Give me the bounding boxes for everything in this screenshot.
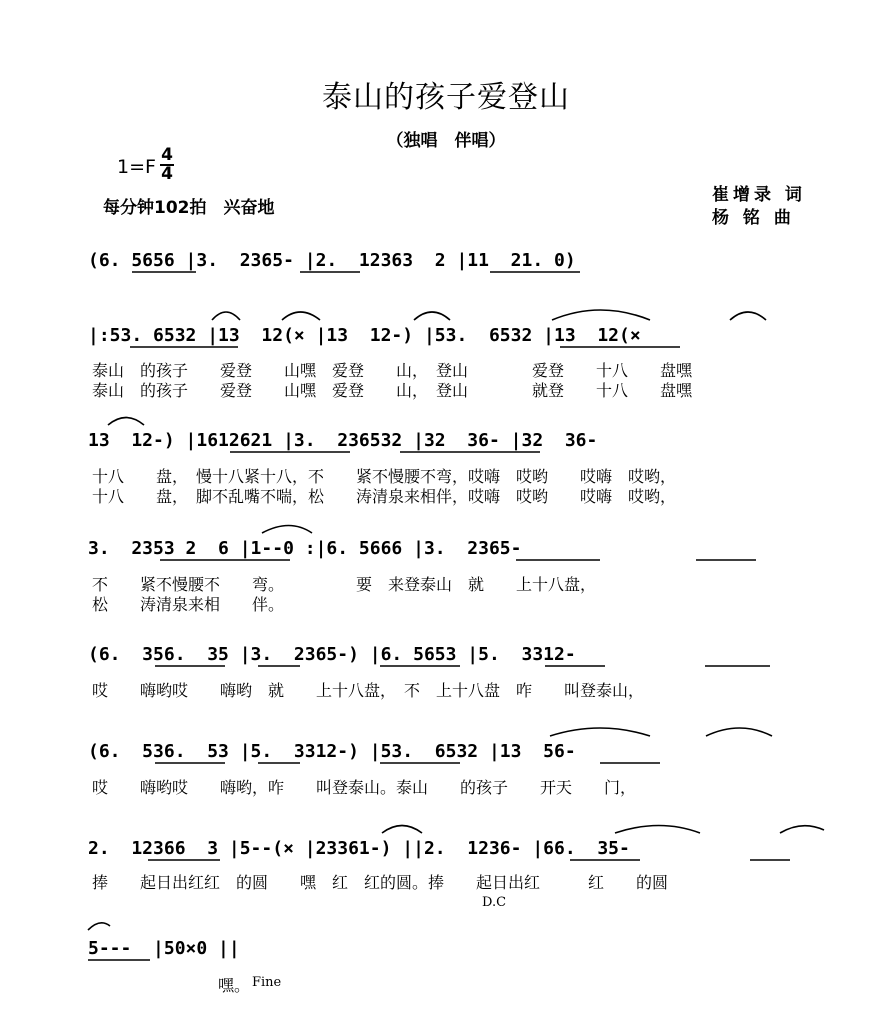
notation-line: (6. 356. 35 |3. 2365-) |6. 5653 |5. 3312- [88,644,576,665]
lyric-verse-1: 十八 盘， 慢十八紧十八，不 紧不慢腰不弯，哎嗨 哎哟 哎嗨 哎哟， [92,467,677,486]
slur [552,310,650,320]
lyric-verse-1: 哎 嗨哟哎 嗨哟，咋 叫登泰山。泰山 的孩子 开天 门， [92,778,637,797]
slur [615,826,700,834]
notation-line: 5--- |50×0 || [88,938,240,959]
slur [414,312,450,320]
slur [108,418,144,426]
slur [212,312,240,320]
lyric-verse-2: 十八 盘， 脚不乱嘴不喘，松 涛清泉来相伴，哎嗨 哎哟 哎嗨 哎哟， [92,487,677,506]
lyric-verse-1: 不 紧不慢腰不 弯。 要 来登泰山 就 上十八盘， [92,575,597,594]
notation-line: (6. 536. 53 |5. 3312-) |53. 6532 |13 56- [88,741,576,762]
page-title: 泰山的孩子爱登山 [322,80,570,115]
lyric-verse-1: 哎 嗨哟哎 嗨哟 就 上十八盘， 不 上十八盘 咋 叫登泰山， [92,681,645,700]
lyricist-credit: 崔增录 词 [712,185,806,205]
time-signature-top: 4 [161,145,173,165]
notation-line: |:53. 6532 |13 12(× |13 12-) |53. 6532 |13 12(× [88,325,641,346]
slur [550,728,650,736]
lyric-verse-1: 捧 起日出红红 的圆 嘿 红 红的圆。捧 起日出红 红 的圆 [92,873,669,892]
lyric-verse-2: 松 涛清泉来相 伴。 [92,595,285,614]
lyric-verse-1: 泰山 的孩子 爱登 山嘿 爱登 山， 登山 爱登 十八 盘嘿 [92,361,693,380]
composer-credit: 杨 铭 曲 [712,208,795,228]
slur [730,312,766,320]
tempo-marking: 每分钟102拍 兴奋地 [103,198,275,218]
fine-mark: Fine [252,975,282,990]
performance-type: （独唱 伴唱） [386,131,506,151]
slur [262,526,312,534]
dc-mark: D.C [482,895,507,910]
notation-line: (6. 5656 |3. 2365- |2. 12363 2 |11 21. 0) [88,250,576,271]
key-signature: 1=F [117,156,156,178]
slur [780,826,824,833]
notation-line: 13 12-) |1612621 |3. 236532 |32 36- |32 36- [88,430,598,451]
slur [88,923,110,930]
time-signature-bottom: 4 [161,164,173,184]
notation-line: 3. 2353 2 6 |1--0 :|6. 5666 |3. 2365- [88,538,522,559]
notation-line: 2. 12366 3 |5--(× |23361-) ||2. 1236- |66. 35- [88,838,630,859]
slur [282,312,320,320]
lyric-verse-2: 泰山 的孩子 爱登 山嘿 爱登 山， 登山 就登 十八 盘嘿 [92,381,693,400]
slur [706,728,772,736]
slur [382,826,422,834]
final-lyric: 嘿。 [218,976,251,995]
